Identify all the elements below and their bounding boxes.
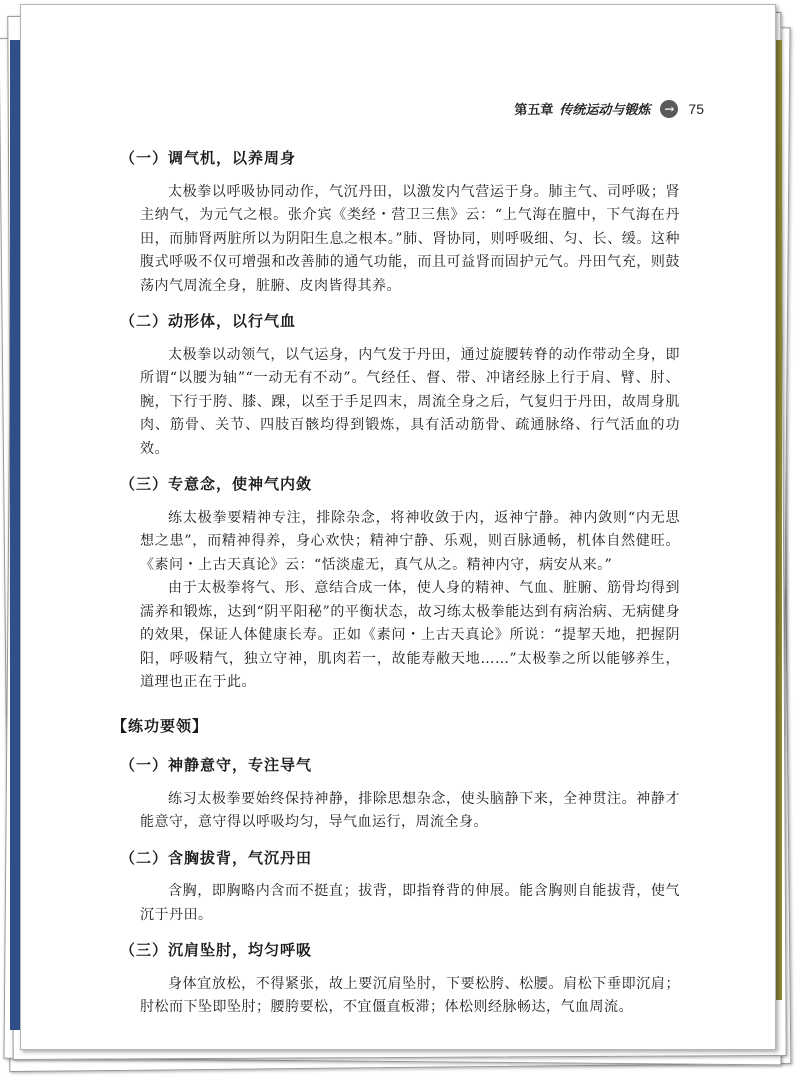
chapter-title: 传统运动与锻炼 [559, 103, 651, 118]
section-heading: （二）含胸拔背，气沉丹田 [120, 848, 313, 867]
book-edge-blue [10, 40, 20, 1030]
page-content [112, 147, 680, 1020]
main-section-title: 【练功要领】 [112, 716, 209, 735]
section-heading: （一）神静意守，专注导气 [120, 756, 313, 774]
chapter-label: 第五章 [514, 103, 554, 118]
arrow-right-icon: → [660, 100, 678, 118]
paragraph: 身体宜放松，不得紧张，故上要沉肩坠肘，下要松胯、松腰。肩松下垂即沉肩；肘松而下坠即坠肘；腰胯要松，不宜僵直板滞；体松则经脉畅达，气血周流。 [140, 975, 680, 1015]
page-number: 75 [688, 100, 704, 117]
section-heading: （一）调气机，以养周身 [120, 149, 297, 167]
paragraph: 练习太极拳要始终保持神静，排除思想杂念，使头脑静下来，全神贯注。神静才能意守，意守得以呼吸均匀，导气血运行，周流全身。 [140, 790, 680, 830]
paragraph: 太极拳以呼吸协同动作，气沉丹田，以激发内气营运于身。肺主气、司呼吸；肾主纳气，为元气之根。张介宾《类经・营卫三焦》云：“上气海在膻中，下气海在丹田，而肺肾两脏所以为阴阳生息之根本。”肺、肾协同，则呼吸细、匀、长、缓。这种腹式呼吸不仅可增强和改善肺的通气功能，而且可益肾而固护元气。丹田气充，则鼓荡内气周流全身，脏腑、皮肉皆得其养。 [140, 183, 680, 294]
section-heading: （三）专意念，使神气内敛 [120, 475, 313, 493]
paragraph: 练太极拳要精神专注，排除杂念，将神收敛于内，返神宁静。神内敛则“内无思想之患”，而精神得养，身心欢快；精神宁静、乐观，则百脉通畅，机体自然健旺。《素问・上古天真论》云：“恬淡虚无，真气从之。精神内守，病安从来。” [140, 509, 680, 573]
section-heading: （三）沉肩坠肘，均匀呼吸 [120, 941, 313, 959]
paragraph: 由于太极拳将气、形、意结合成一体，使人身的精神、气血、脏腑、筋骨均得到濡养和锻炼，达到“阴平阳秘”的平衡状态，故习练太极拳能达到有病治病、无病健身的效果，保证人体健康长寿。正如《素问・上古天真论》所说：“提挈天地，把握阴阳，呼吸精气，独立守神，肌肉若一，故能寿敝天地……”太极拳之所以能够养生，道理也正在于此。 [140, 580, 680, 690]
paragraph: 太极拳以动领气，以气运身，内气发于丹田，通过旋腰转脊的动作带动全身，即所谓“以腰为轴”“一动无有不动”。气经任、督、带、冲诸经脉上行于肩、臂、肘、腕，下行于胯、膝、踝，以至于手足四末，周流全身之后，气复归于丹田，故周身肌肉、筋骨、关节、四肢百骸均得到锻炼，具有活动筋骨、疏通脉络、行气活血的功效。 [140, 346, 680, 457]
running-header [514, 99, 704, 118]
paragraph: 含胸，即胸略内含而不挺直；拔背，即指脊背的伸展。能含胸则自能拔背，使气沉于丹田。 [140, 883, 680, 923]
section-heading: （二）动形体，以行气血 [120, 312, 297, 330]
